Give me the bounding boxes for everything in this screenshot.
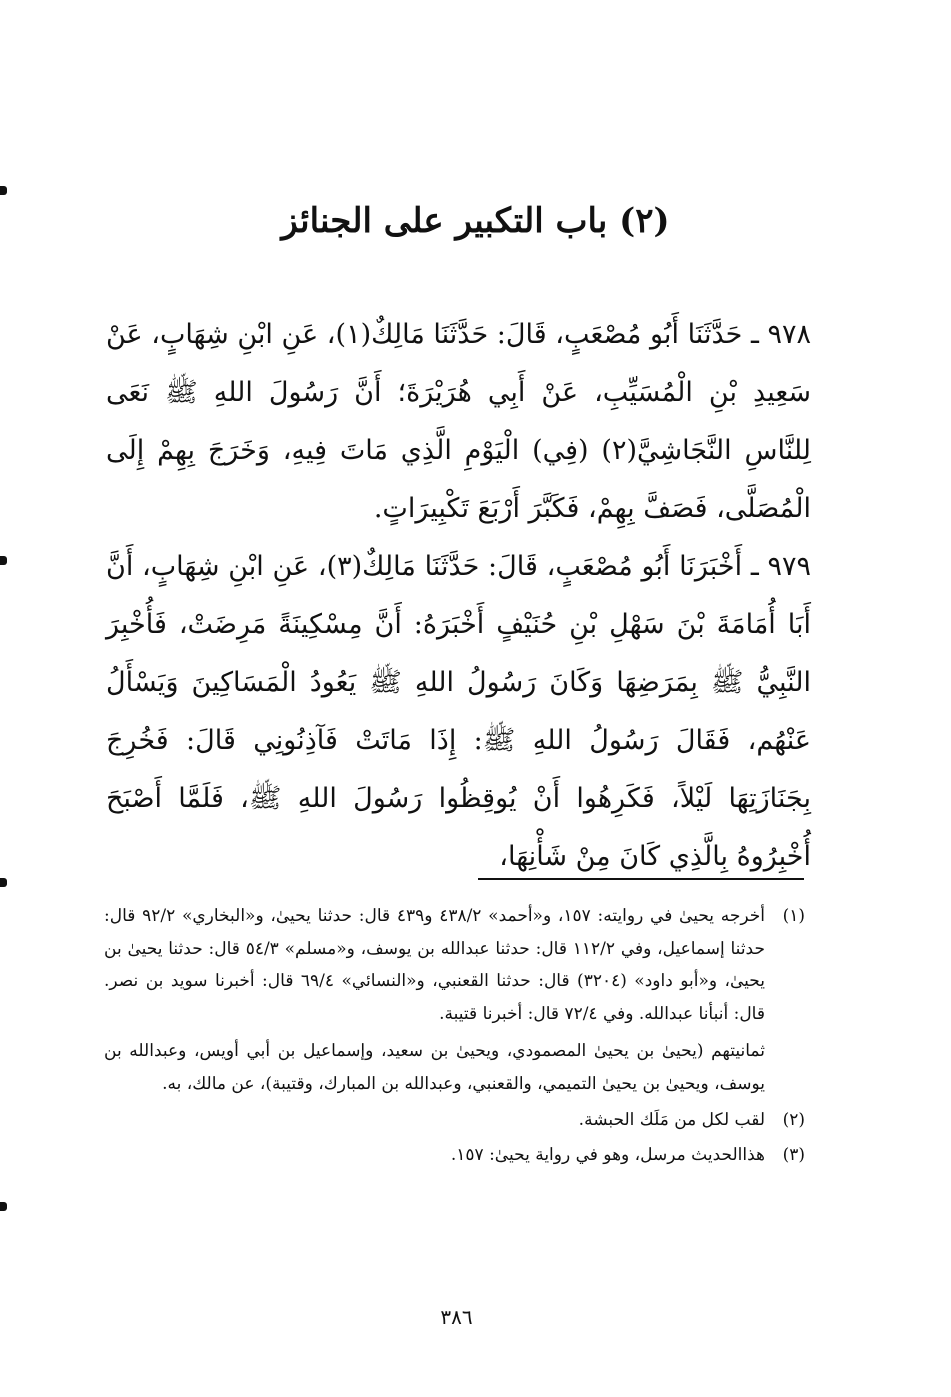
footnote-2 xyxy=(104,1104,805,1137)
chapter-title: (٢) باب التكبير على الجنائز xyxy=(281,201,670,241)
footnote-1-continuation: ثمانيتهم (يحيىٰ بن يحيىٰ المصمودي، ويحيىٰ بن سعيد، وإسماعيل بن أبي أويس، وعبدالله بن يوسف، ويحيىٰ بن يحيىٰ التميمي، والقعنبي، وعبدالله بن المبارك، وقتيبة)، عن مالك، به. xyxy=(104,1041,765,1094)
hadith-978 xyxy=(106,306,811,538)
footnote-3 xyxy=(104,1139,805,1172)
footnote-number: (١) xyxy=(782,906,805,926)
hadith-number: ٩٧٩ ـ xyxy=(750,551,811,582)
hadith-979 xyxy=(106,538,811,886)
footnote-text: لقب لكل من مَلَك الحبشة. xyxy=(578,1110,765,1130)
edge-mark xyxy=(0,556,7,565)
footnote-text: هذاالحديث مرسل، وهو في رواية يحيىٰ: ١٥٧. xyxy=(450,1144,765,1165)
hadith-text: أَخْبَرَنَا أَبُو مُصْعَبٍ، قَالَ: حَدَّثَنَا مَالِكٌ(٣)، عَنِ ابْنِ شِهَابٍ، أَنَّ أَبَا أُمَامَةَ بْنَ سَهْلِ بْنِ حُنَيْفٍ أَخْبَرَهُ: أَنَّ مِسْكِينَةً مَرِضَتْ، فَأُخْبِرَ النَّبِيُّ ﷺ بِمَرَضِهَا وَكَانَ رَسُولُ اللهِ ﷺ يَعُودُ الْمَسَاكِينَ وَيَسْأَلُ عَنْهُم، فَقَالَ رَسُولُ اللهِ ﷺ: إِذَا مَاتَتْ فَآذِنُونِي قَالَ: فَخُرِجَ بِجَنَازَتِهَا لَيْلاً، فَكَرِهُوا أَنْ يُوقِظُوا رَسُولَ اللهِ ﷺ، فَلَمَّا أَصْبَحَ أُخْبِرُوهُ بِالَّذِي كَانَ مِنْ شَأْنِهَا، xyxy=(106,551,812,872)
footnotes xyxy=(104,900,805,1171)
footnote-separator xyxy=(478,878,804,880)
footnote-1 xyxy=(104,900,805,1030)
footnote-text: أخرجه يحيىٰ في روايته: ١٥٧، و«أحمد» ٤٣٨/٢ و٤٣٩ قال: حدثنا يحيىٰ، و«البخاري» ٩٢/٢ قال: حدثنا إسماعيل، وفي ١١٢/٢ قال: حدثنا عبدالله بن يوسف، و«مسلم» ٥٤/٣ قال: حدثنا يحيىٰ بن يحيىٰ، و«أبو داود» (٣٢٠٤) قال: حدثنا القعنبي، و«النسائي» ٦٩/٤ قال: أخبرنا سويد بن نصر. قال: أنبأنا عبدالله. وفي ٧٢/٤ قال: أخبرنا قتيبة. xyxy=(104,906,766,1024)
hadith-text: حَدَّثَنَا أَبُو مُصْعَبٍ، قَالَ: حَدَّثَنَا مَالِكٌ(١)، عَنِ ابْنِ شِهَابٍ، عَنْ سَعِيدِ بْنِ الْمُسَيِّبِ، عَنْ أَبِي هُرَيْرَةَ؛ أَنَّ رَسُولَ اللهِ ﷺ نَعَى لِلنَّاسِ النَّجَاشِيَّ(٢) (فِي) الْيَوْمِ الَّذِي مَاتَ فِيهِ، وَخَرَجَ بِهِمْ إِلَى الْمُصَلَّى، فَصَفَّ بِهِمْ، فَكَبَّرَ أَرْبَعَ تَكْبِيرَاتٍ. xyxy=(106,319,811,524)
footnote-number: (٣) xyxy=(782,1144,805,1165)
hadith-number: ٩٧٨ ـ xyxy=(750,319,811,350)
edge-mark xyxy=(0,1202,7,1211)
page-number: ٣٨٦ xyxy=(440,1305,473,1329)
footnote-number: (٢) xyxy=(782,1110,805,1130)
edge-mark xyxy=(0,878,7,887)
edge-mark xyxy=(0,186,7,195)
